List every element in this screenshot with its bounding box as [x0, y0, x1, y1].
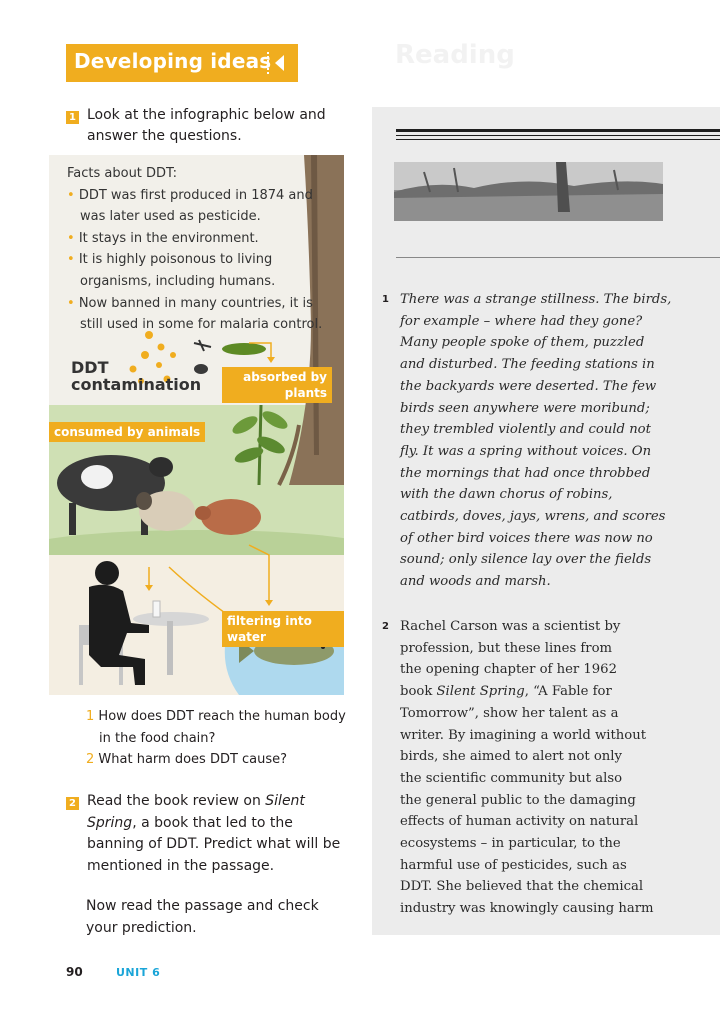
task-1-instruction-line1: Look at the infographic below and: [87, 107, 326, 123]
task-1-instruction-line2: answer the questions.: [87, 128, 242, 144]
person-head: [95, 561, 119, 585]
task-2-line2: Spring, a book that led to the: [87, 814, 293, 831]
infographic-title: DDT contamination: [71, 358, 202, 394]
task-1-badge: 1: [66, 111, 79, 124]
task-2-badge: 2: [66, 797, 79, 810]
back-arrow-icon[interactable]: [275, 55, 284, 71]
reading-panel: [372, 107, 720, 935]
glass: [153, 601, 160, 617]
pig-snout: [195, 506, 211, 520]
caterpillar: [222, 343, 266, 355]
facts-title: Facts about DDT:: [67, 166, 177, 181]
unit-label: UNIT 6: [116, 966, 161, 979]
label-consumed-by-animals: consumed by animals: [49, 422, 205, 442]
paragraph-1: There was a strange stillness. The birds, for example – where had they gone? Many people spoke of them, puzzled and disturbed. The feeding stations in the backyards were deserted. The few birds seen anywhere were moribund; they trembled violently and could not fly. It was a spring without voices. On the mornings that had once throbbed with the dawn chorus of robins, catbirds, doves, jays, wrens, and scores of other bird voices there was now no sound; only silence lay over the fields and woods and marsh.: [400, 292, 672, 590]
fact-line: • It is highly poisonous to living: [67, 252, 273, 268]
fact-line: • Now banned in many countries, it is: [67, 295, 313, 311]
fact-line: still used in some for malaria control.: [80, 317, 323, 333]
mosquito: [194, 340, 211, 351]
section-title: Developing ideas: [74, 49, 272, 73]
cow-leg: [69, 503, 76, 535]
paragraph-2-number: 2: [382, 621, 389, 632]
fact-line: was later used as pesticide.: [80, 209, 261, 225]
task-2-line4: mentioned in the passage.: [87, 857, 275, 874]
paragraph-2: Rachel Carson was a scientist by profession, but these lines from the opening chapter of her 1962 book Silent Spring, “A Fable for Tomorrow”, show her talent as a writer. By imagining a world without birds, she aimed to alert not only the scientific community but also the general public to the damaging effects of human activity on natural ecosystems – in particular, to the harmful use of pesticides, such as DDT. She believed that the chemical industry was knowingly causing harm: [400, 619, 654, 917]
fact-line: • It stays in the environment.: [67, 230, 259, 246]
fact-line: • DDT was first produced in 1874 and: [67, 187, 313, 203]
label-absorbed-by-plants: absorbed by plants: [222, 367, 332, 403]
table-leg: [167, 621, 173, 675]
ddt-infographic: [49, 155, 344, 695]
task-2-line1: Read the book review on Silent: [87, 793, 305, 809]
label-filtering-into-water: filtering into water: [222, 611, 344, 647]
question-1-line2: in the food chain?: [99, 730, 216, 746]
task-2-line3: banning of DDT. Predict what will be: [87, 836, 341, 852]
pig: [201, 499, 261, 535]
header-divider: [267, 52, 269, 74]
task-2-followup-line2: your prediction.: [86, 919, 197, 936]
panel-rule-thin: [396, 139, 720, 140]
cow-head: [149, 457, 173, 477]
panel-rule-divider: [396, 257, 720, 258]
sheep-head: [136, 492, 152, 510]
fact-line: organisms, including humans.: [80, 274, 276, 289]
question-1-line1: 1 How does DDT reach the human body: [86, 709, 346, 724]
task-2-followup-line1: Now read the passage and check: [86, 898, 319, 914]
panel-rule-thick: [396, 129, 720, 132]
cow-patch: [81, 465, 113, 489]
page-number: 90: [66, 965, 83, 979]
question-2: 2 What harm does DDT cause?: [86, 752, 288, 767]
faded-heading: Reading: [395, 40, 515, 70]
landscape-photo: [394, 162, 663, 221]
panel-rule-thin: [396, 135, 720, 136]
section-header: [66, 44, 298, 82]
paragraph-1-number: 1: [382, 294, 389, 305]
